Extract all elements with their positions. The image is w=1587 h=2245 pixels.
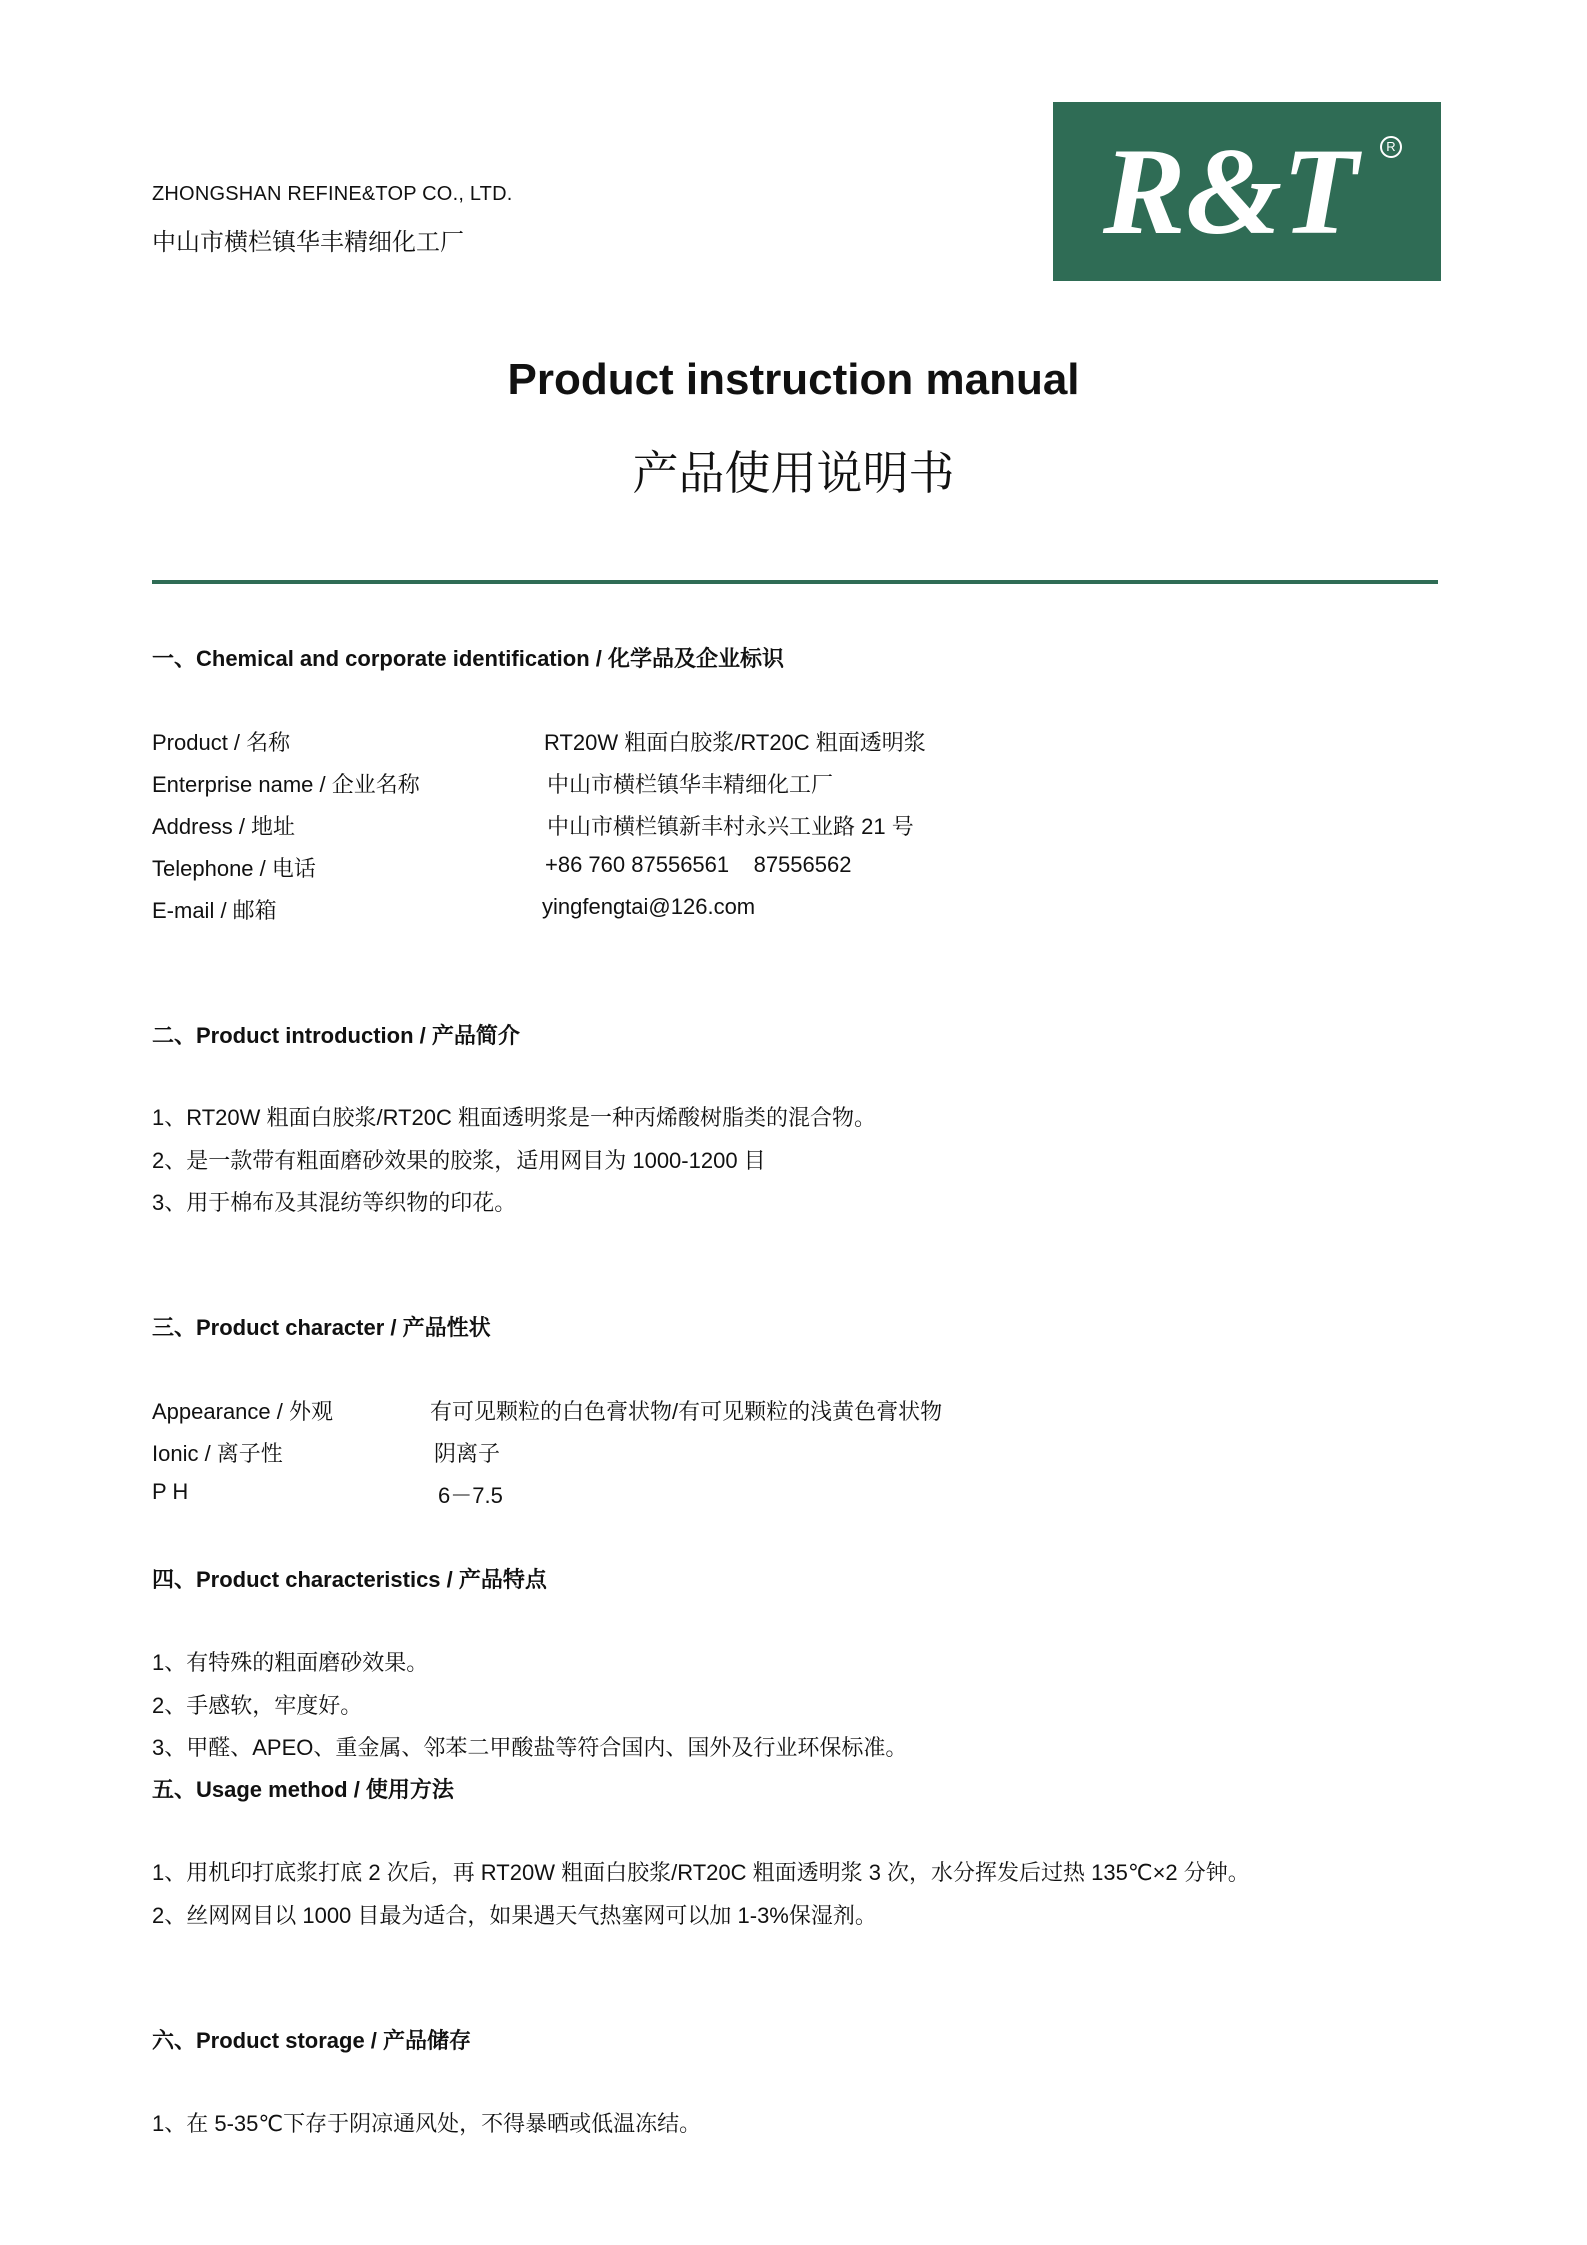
info-row-email	[152, 894, 756, 924]
section-heading-storage: 六、Product storage / 产品储存	[152, 2028, 472, 2053]
info-value: +86 760 87556561 87556562	[545, 852, 852, 877]
document-title-cn: 产品使用说明书	[632, 446, 955, 500]
section-heading-character: 三、Product character / 产品性状	[152, 1315, 491, 1340]
list-item: 1、用机印打底浆打底 2 次后，再 RT20W 粗面白胶浆/RT20C 粗面透明浆 3 次，水分挥发后过热 135℃×2 分钟。	[152, 1860, 1250, 1885]
property-label: Ionic / 离子性	[152, 1441, 283, 1466]
info-row-address	[152, 810, 914, 840]
list-item: 3、用于棉布及其混纺等织物的印花。	[152, 1190, 517, 1215]
info-value: 中山市横栏镇华丰精细化工厂	[547, 772, 834, 797]
company-name-en: ZHONGSHAN REFINE&TOP CO., LTD.	[152, 183, 513, 205]
info-value: RT20W 粗面白胶浆/RT20C 粗面透明浆	[544, 730, 926, 755]
property-label: P H	[152, 1479, 189, 1504]
registered-mark-icon: R	[1380, 136, 1402, 158]
info-label: Address / 地址	[152, 814, 296, 839]
info-label: Enterprise name / 企业名称	[152, 772, 420, 797]
property-value: 阴离子	[434, 1441, 501, 1466]
property-row-appearance	[152, 1395, 943, 1425]
brand-logo	[1053, 102, 1441, 281]
list-item: 1、RT20W 粗面白胶浆/RT20C 粗面透明浆是一种丙烯酸树脂类的混合物。	[152, 1105, 877, 1130]
document-title-en: Product instruction manual	[507, 355, 1080, 404]
property-label: Appearance / 外观	[152, 1399, 333, 1424]
list-item: 1、有特殊的粗面磨砂效果。	[152, 1650, 429, 1675]
list-item: 3、甲醛、APEO、重金属、邻苯二甲酸盐等符合国内、国外及行业环保标准。	[152, 1735, 908, 1760]
section-heading-introduction: 二、Product introduction / 产品简介	[152, 1023, 520, 1048]
property-value: 6－7.5	[438, 1483, 503, 1508]
info-label: E-mail / 邮箱	[152, 898, 277, 923]
info-row-telephone	[152, 852, 852, 882]
section-heading-characteristics: 四、Product characteristics / 产品特点	[152, 1567, 547, 1592]
property-value: 有可见颗粒的白色膏状物/有可见颗粒的浅黄色膏状物	[430, 1399, 943, 1424]
info-label: Product / 名称	[152, 730, 291, 755]
info-row-product	[152, 726, 926, 756]
list-item: 2、丝网网目以 1000 目最为适合，如果遇天气热塞网可以加 1-3%保湿剂。	[152, 1903, 877, 1928]
title-divider	[152, 580, 1438, 584]
info-row-enterprise	[152, 768, 834, 798]
section-heading-usage: 五、Usage method / 使用方法	[152, 1777, 454, 1802]
section-heading-identification: 一、Chemical and corporate identification / 化学品及企业标识	[152, 646, 784, 671]
list-item: 1、在 5-35℃下存于阴凉通风处，不得暴晒或低温冻结。	[152, 2111, 702, 2136]
property-row-ionic	[152, 1437, 501, 1467]
info-value: 中山市横栏镇新丰村永兴工业路 21 号	[547, 814, 914, 839]
info-label: Telephone / 电话	[152, 856, 316, 881]
logo-text: R&T	[1103, 123, 1358, 260]
info-value: yingfengtai@126.com	[542, 894, 756, 919]
list-item: 2、是一款带有粗面磨砂效果的胶浆，适用网目为 1000-1200 目	[152, 1148, 766, 1173]
property-row-ph	[152, 1479, 503, 1509]
company-name-cn: 中山市横栏镇华丰精细化工厂	[152, 228, 464, 256]
list-item: 2、手感软，牢度好。	[152, 1693, 363, 1718]
